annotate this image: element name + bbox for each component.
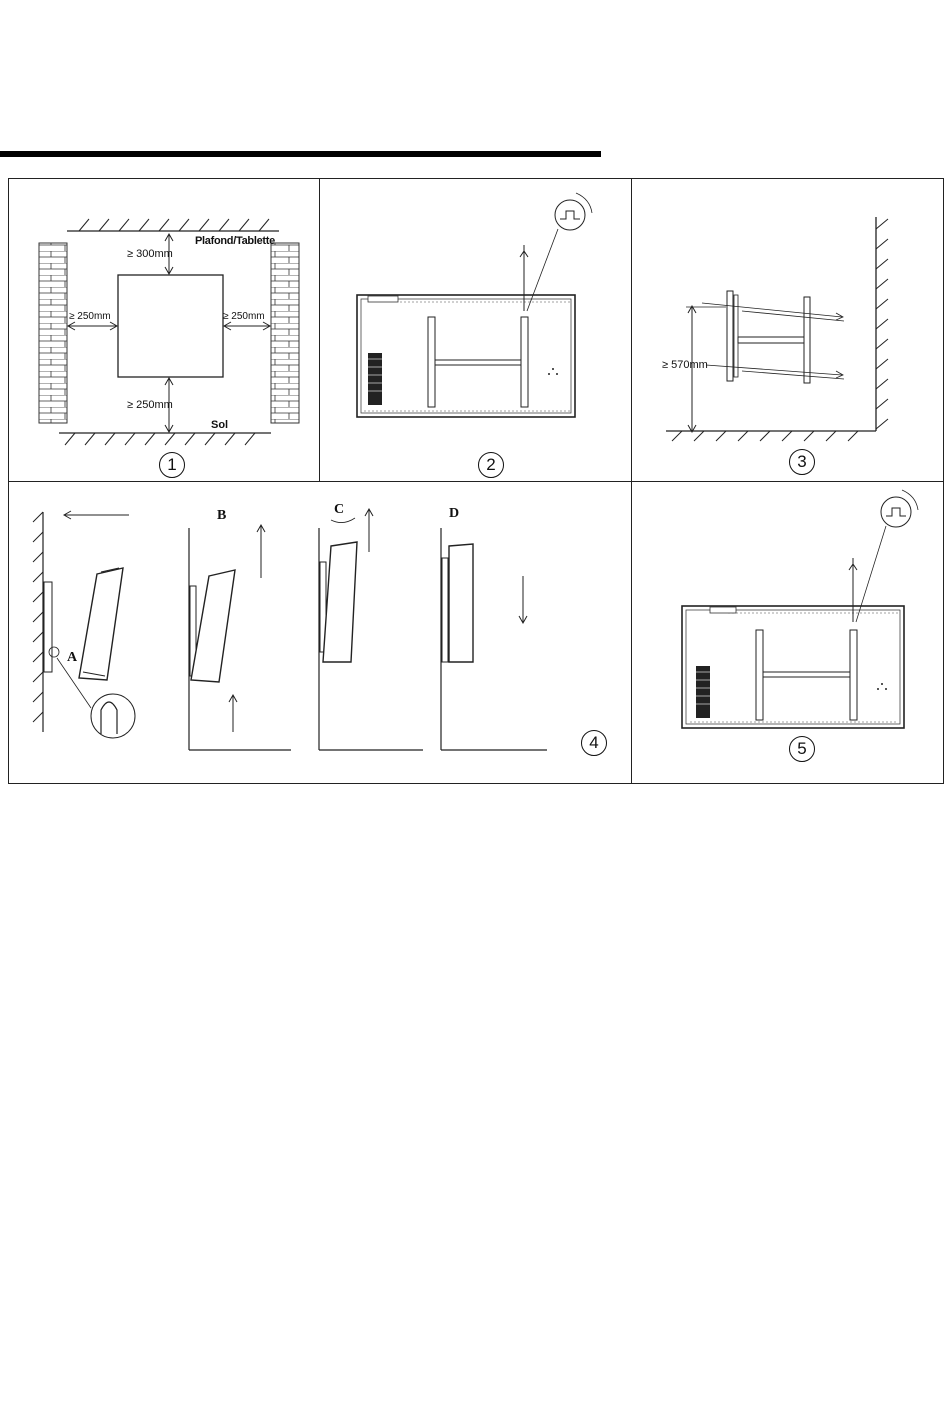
step-2-panel: [320, 179, 632, 482]
left-clearance-label: ≥ 250mm: [69, 311, 111, 322]
step-3-panel: [632, 179, 943, 482]
step-number-2: 2: [478, 452, 504, 478]
step-4-panel: [9, 482, 632, 783]
substep-a-label: A: [67, 650, 78, 665]
bottom-clearance-label: ≥ 250mm: [127, 399, 173, 411]
installation-diagram-grid: [8, 178, 944, 784]
step-number-3: 3: [789, 449, 815, 475]
right-clearance-label: ≥ 250mm: [223, 311, 265, 322]
height-clearance-label: ≥ 570mm: [662, 359, 708, 371]
step-5-panel: [632, 482, 943, 783]
ceiling-label: Plafond/Tablette: [195, 235, 275, 247]
step-number-1: 1: [159, 452, 185, 478]
step-number-5: 5: [789, 736, 815, 762]
step-1-panel: [9, 179, 320, 482]
step-3-drawing: [632, 179, 943, 482]
substep-b-label: B: [217, 508, 227, 523]
step-4-drawing: [9, 482, 632, 783]
step-5-drawing: [632, 482, 943, 783]
floor-label: Sol: [211, 419, 229, 431]
substep-c-label: C: [334, 502, 345, 517]
top-clearance-label: ≥ 300mm: [127, 248, 173, 260]
step-number-4: 4: [581, 730, 607, 756]
header-rule: [0, 151, 601, 157]
substep-d-label: D: [449, 506, 460, 521]
step-2-drawing: [320, 179, 632, 482]
step-1-drawing: [9, 179, 320, 482]
